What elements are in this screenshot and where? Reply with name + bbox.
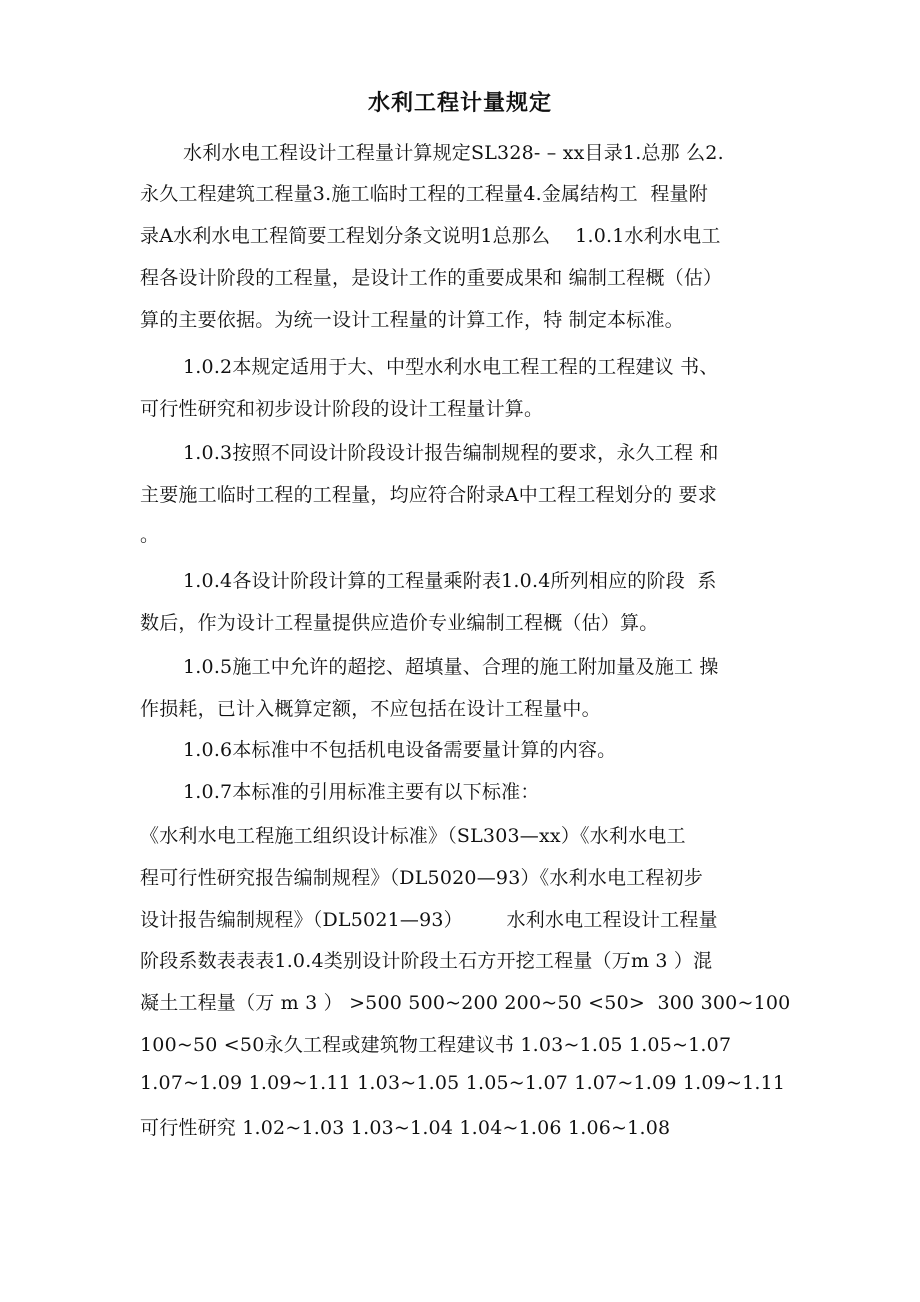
text-line: 永久工程建筑工程量3.施工临时工程的工程量4.金属结构工 程量附 xyxy=(140,183,708,205)
text-line: 主要施工临时工程的工程量，均应符合附录A中工程工程划分的 要求 xyxy=(140,484,717,506)
text-line: 设计报告编制规程》（DL5021—93） 水利水电工程设计工程量 xyxy=(140,909,718,931)
text-line: 程各设计阶段的工程量，是设计工作的重要成果和 编制工程概（估） xyxy=(140,267,723,289)
text-line: 1.0.3按照不同设计阶段设计报告编制规程的要求，永久工程 和 xyxy=(183,442,719,464)
text-line: 程可行性研究报告编制规程》（DL5020—93）《水利水电工程初步 xyxy=(140,867,703,889)
text-line: 可行性研究 1.02~1.03 1.03~1.04 1.04~1.06 1.06~1.08 xyxy=(140,1117,671,1139)
text-line: 凝土工程量（万 m 3 ） >500 500~200 200~50 <50> 300 300~100 xyxy=(140,992,791,1014)
text-line: 阶段系数表表表1.0.4类别设计阶段土石方开挖工程量（万m 3 ）混 xyxy=(140,950,713,972)
text-line: 可行性研究和初步设计阶段的设计工程量计算。 xyxy=(140,398,544,420)
text-line: 1.0.6本标准中不包括机电设备需要量计算的内容。 xyxy=(183,739,617,761)
text-line: 数后，作为设计工程量提供应造价专业编制工程概（估）算。 xyxy=(140,612,659,634)
text-line: 1.0.5施工中允许的超挖、超填量、合理的施工附加量及施工 操 xyxy=(183,656,719,678)
text-line: 1.07~1.09 1.09~1.11 1.03~1.05 1.05~1.07 1.07~1.09 1.09~1.11 xyxy=(140,1072,786,1094)
text-line: 算的主要依据。为统一设计工程量的计算工作，特 制定本标准。 xyxy=(140,309,684,331)
text-line: 。 xyxy=(140,524,160,546)
text-line: 100~50 <50永久工程或建筑物工程建议书 1.03~1.05 1.05~1.07 xyxy=(140,1034,732,1056)
text-line: 录A水利水电工程简要工程划分条文说明1总那么 1.0.1水利水电工 xyxy=(140,225,721,247)
document-title: 水利工程计量规定 xyxy=(367,91,552,116)
text-line: 1.0.7本标准的引用标准主要有以下标准： xyxy=(183,781,540,803)
text-line: 1.0.2本规定适用于大、中型水利水电工程工程的工程建议 书、 xyxy=(183,356,719,378)
text-line: 作损耗，已计入概算定额，不应包括在设计工程量中。 xyxy=(140,698,601,720)
text-line: 《水利水电工程施工组织设计标准》（SL303—xx）《水利水电工 xyxy=(140,825,686,847)
text-line: 1.0.4各设计阶段计算的工程量乘附表1.0.4所列相应的阶段 系 xyxy=(183,570,717,592)
text-line: 水利水电工程设计工程量计算规定SL328- – xx目录1.总那 么2. xyxy=(183,142,724,164)
